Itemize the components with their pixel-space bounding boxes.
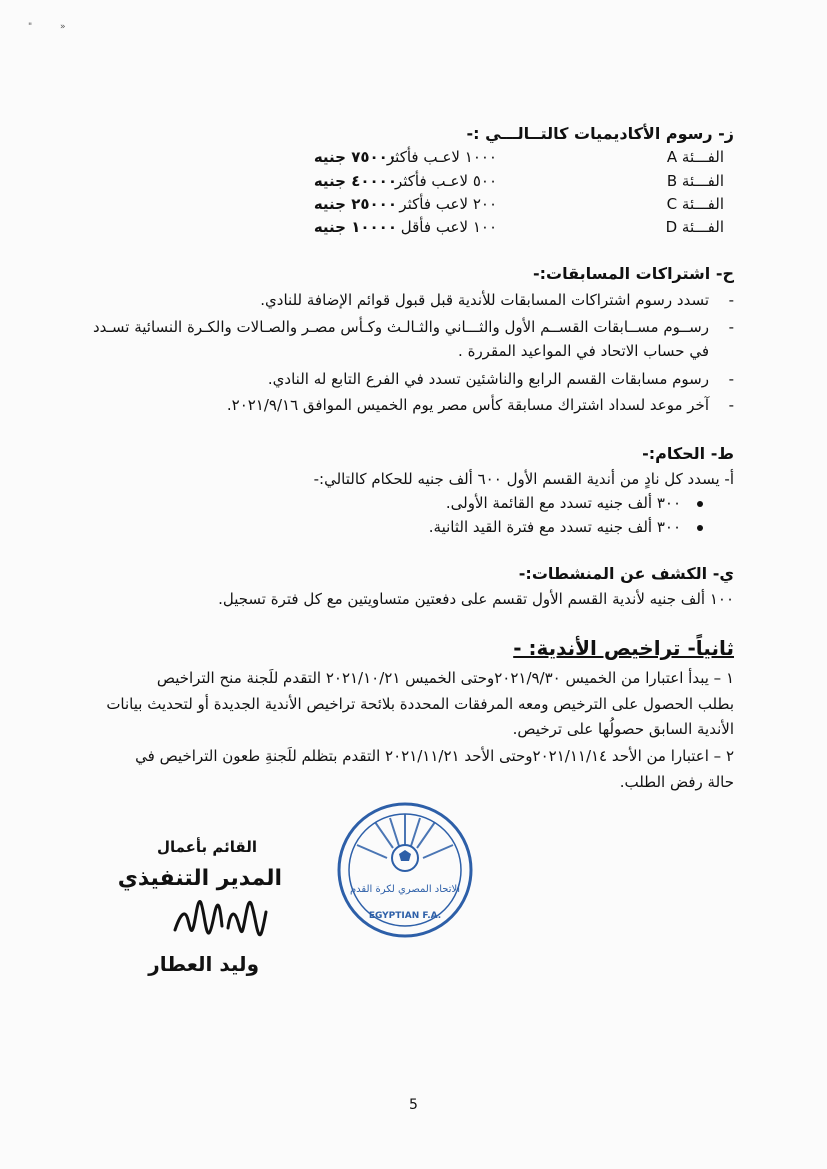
section-z-heading: ز- رسوم الأكاديميات كالتــالـــي :- (466, 124, 734, 143)
association-stamp (335, 800, 475, 940)
section-h-item: رســوم مســابقات القســم الأول والثـــاني والثـالـث وكـأس مصـر والصـالات والكـرة النسائية تسـدد (92, 318, 709, 336)
section-y-heading: ي- الكشف عن المنشطات:- (518, 564, 734, 583)
section-h-dash: - (728, 396, 734, 414)
signatory-name: وليد العطار (148, 952, 259, 976)
academy-players: ١٠٠ لاعب فأقل (400, 218, 497, 236)
section-h-dash: - (728, 291, 734, 309)
section-h-item: رسوم مسابقات القسم الرابع والناشئين تسدد في الفرع التابع له النادي. (267, 370, 709, 388)
stamp-arabic: الاتحاد المصري لكرة القدم (349, 884, 461, 895)
academy-category: الفـــئة B (666, 172, 724, 190)
section-2-para2: ٢ – اعتبارا من الأحد ٢٠٢١/١١/١٤وحتى الأحد ٢٠٢١/١١/٢١ التقدم بتظلم للَجنةِ طعون التراخيص في (135, 747, 734, 765)
section-2-heading: ثانياً- تراخيص الأندية: - (513, 636, 734, 660)
academy-players: ٢٠٠ لاعب فأكثر (399, 195, 497, 213)
section-t-item: ٣٠٠ ألف جنيه تسدد مع القائمة الأولى. (445, 494, 681, 512)
bullet-icon (697, 501, 703, 507)
section-2-para1: الأندية السابق حصولُها على ترخيص. (512, 720, 734, 738)
section-t-heading: ط- الحكام:- (642, 444, 734, 463)
corner-mark: » (60, 22, 66, 32)
section-h-item-cont: في حساب الاتحاد في المواعيد المقررة . (458, 342, 709, 360)
section-h-item: تسدد رسوم اشتراكات المسابقات للأندية قبل قبول قوائم الإضافة للنادي. (260, 291, 709, 309)
signature-title-line2: المدير التنفيذي (117, 866, 282, 891)
section-t-intro: أ- يسدد كل نادٍ من أندية القسم الأول ٦٠٠ ألف جنيه للحكام كالتالي:- (313, 470, 734, 488)
section-2-para1: بطلب الحصول على الترخيص ومعه المرفقات المحددة بلائحة تراخيص الأندية الجديدة أو لتحديث بيانات (106, 695, 734, 713)
signature-title-line1: القائم بأعمال (156, 838, 257, 856)
section-h-heading: ح- اشتراكات المسابقات:- (532, 264, 734, 283)
academy-fee: ٤٠٠٠٠ جنيه (313, 172, 397, 190)
academy-category: الفـــئة C (666, 195, 724, 213)
academy-fee: ٢٥٠٠٠ جنيه (313, 195, 397, 213)
section-2-para2: حالة رفض الطلب. (619, 773, 734, 791)
academy-category: الفـــئة D (665, 218, 724, 236)
section-h-item: آخر موعد لسداد اشتراك مسابقة كأس مصر يوم الخميس الموافق ٢٠٢١/٩/١٦. (226, 396, 709, 414)
academy-fee: ١٠٠٠٠ جنيه (313, 218, 397, 236)
academy-fee: ٧٥٠٠٠ جنيه (313, 148, 397, 166)
section-y-text: ١٠٠ ألف جنيه لأندية القسم الأول تقسم على دفعتين متساويتين مع كل فترة تسجيل. (218, 590, 734, 608)
section-2-para1: ١ – يبدأ اعتبارا من الخميس ٢٠٢١/٩/٣٠وحتى الخميس ٢٠٢١/١٠/٢١ التقدم للَجنة منح التراخيص (156, 669, 734, 687)
stamp-english: EGYPTIAN F.A. (368, 911, 442, 921)
academy-category: الفـــئة A (666, 148, 724, 166)
section-h-dash: - (728, 318, 734, 336)
corner-mark: " (28, 22, 33, 32)
academy-players: ٥٠٠ لاعـب فأكثر (394, 172, 497, 190)
page-number: 5 (409, 1097, 418, 1113)
section-t-item: ٣٠٠ ألف جنيه تسدد مع فترة القيد الثانية. (428, 518, 681, 536)
academy-players: ١٠٠٠ لاعـب فأكثر (386, 148, 497, 166)
bullet-icon (697, 525, 703, 531)
handwritten-signature (170, 900, 270, 945)
section-h-dash: - (728, 370, 734, 388)
